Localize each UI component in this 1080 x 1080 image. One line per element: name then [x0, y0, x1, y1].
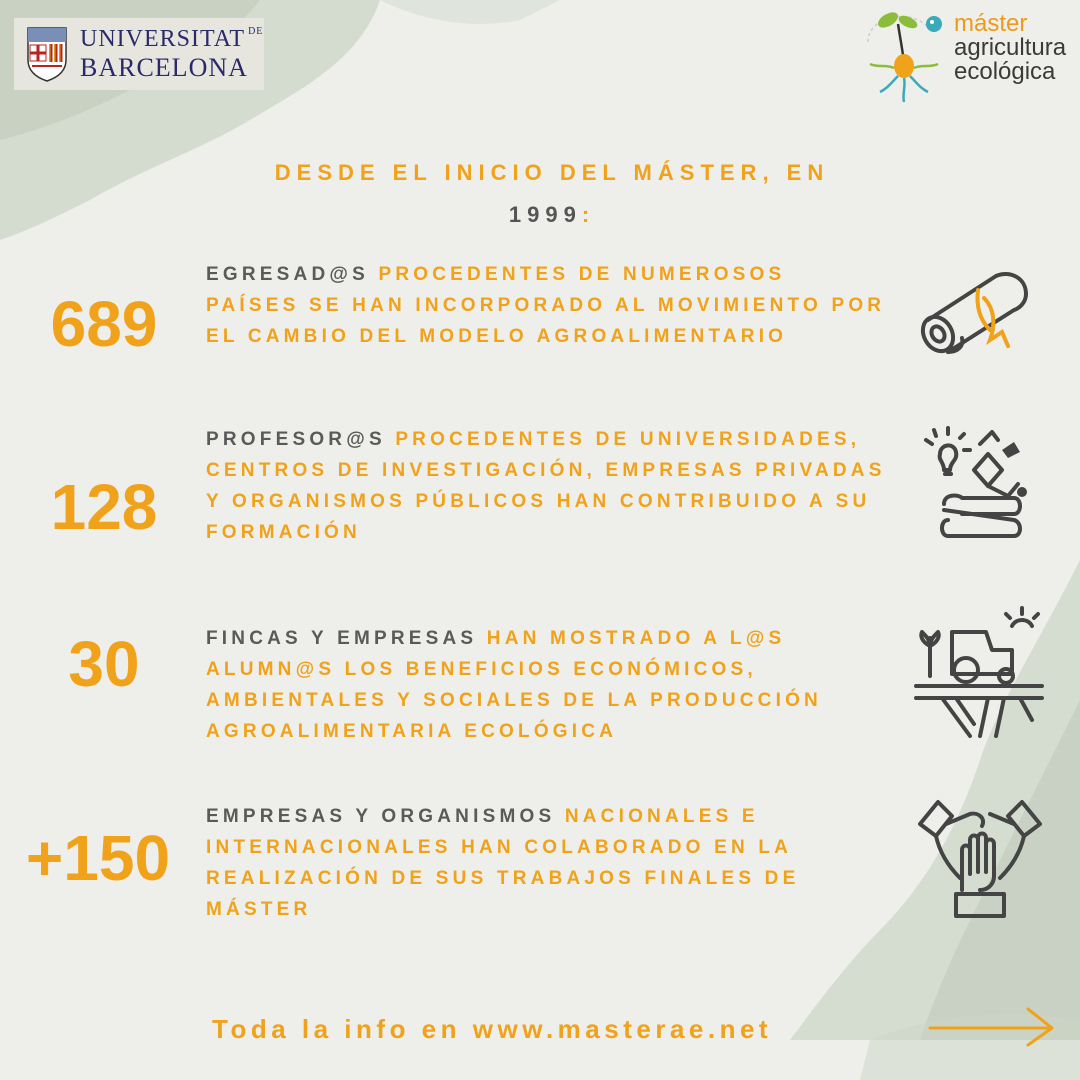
- tractor-field-icon: [912, 602, 1046, 742]
- stat-description: [206, 424, 886, 548]
- diploma-icon: [918, 268, 1038, 360]
- mae-line1: máster: [954, 10, 1028, 37]
- stat-lead: EGRESAD@S: [206, 264, 369, 285]
- stat-rest: HAN MOSTRADO A L@S ALUMN@S LOS BENEFICIOS ECONÓMICOS, AMBIENTALES Y SOCIALES DE LA PRODUCCIÓN AGROALIMENTARIA ECOLÓGICA: [206, 628, 822, 742]
- stat-lead: FINCAS Y EMPRESAS: [206, 628, 478, 649]
- stat-rest: NACIONALES E INTERNACIONALES HAN COLABORADO EN LA REALIZACIÓN DE SUS TRABAJOS FINALES DE MÁSTER: [206, 806, 800, 920]
- stat-rest: PROCEDENTES DE UNIVERSIDADES, CENTROS DE INVESTIGACIÓN, EMPRESAS PRIVADAS Y ORGANISMOS PÚBLICOS HAN CONTRIBUIDO A SU FORMACIÓN: [206, 429, 886, 543]
- ub-de: DE: [248, 26, 264, 37]
- ub-shield-icon: [26, 26, 68, 82]
- stat-rest: PROCEDENTES DE NUMEROSOS PAÍSES SE HAN INCORPORADO AL MOVIMIENTO POR EL CAMBIO DEL MODELO AGROALIMENTARIO: [206, 264, 886, 347]
- ub-line1: UNIVERSITAT: [80, 26, 246, 52]
- heading-year: 1999: [508, 202, 582, 227]
- stat-number: 128: [50, 471, 158, 543]
- stat-number: 689: [50, 288, 158, 360]
- master-agricultura-ecologica-logo: [858, 2, 1068, 112]
- heading-colon: :: [581, 202, 596, 227]
- page-heading: [232, 152, 872, 236]
- stat-description: [206, 259, 886, 352]
- seedling-emblem-icon: [858, 2, 950, 108]
- stat-description: [206, 801, 886, 925]
- stat-number: 30: [68, 628, 140, 700]
- hands-together-icon: [916, 794, 1044, 922]
- stat-number: +150: [25, 822, 171, 894]
- mae-line2: agricultura: [954, 34, 1067, 61]
- universitat-barcelona-logo: [14, 18, 264, 90]
- footer-link[interactable]: Toda la info en www.masterae.net: [212, 1014, 773, 1044]
- arrow-right-icon[interactable]: [926, 1003, 1058, 1049]
- ub-line2: BARCELONA: [80, 53, 248, 82]
- stat-lead: PROFESOR@S: [206, 429, 386, 450]
- heading-main: DESDE EL INICIO DEL MÁSTER, EN: [274, 160, 830, 185]
- stat-description: [206, 623, 906, 747]
- ideas-books-icon: [918, 424, 1042, 548]
- mae-line3: ecológica: [954, 58, 1056, 85]
- stat-lead: EMPRESAS Y ORGANISMOS: [206, 806, 556, 827]
